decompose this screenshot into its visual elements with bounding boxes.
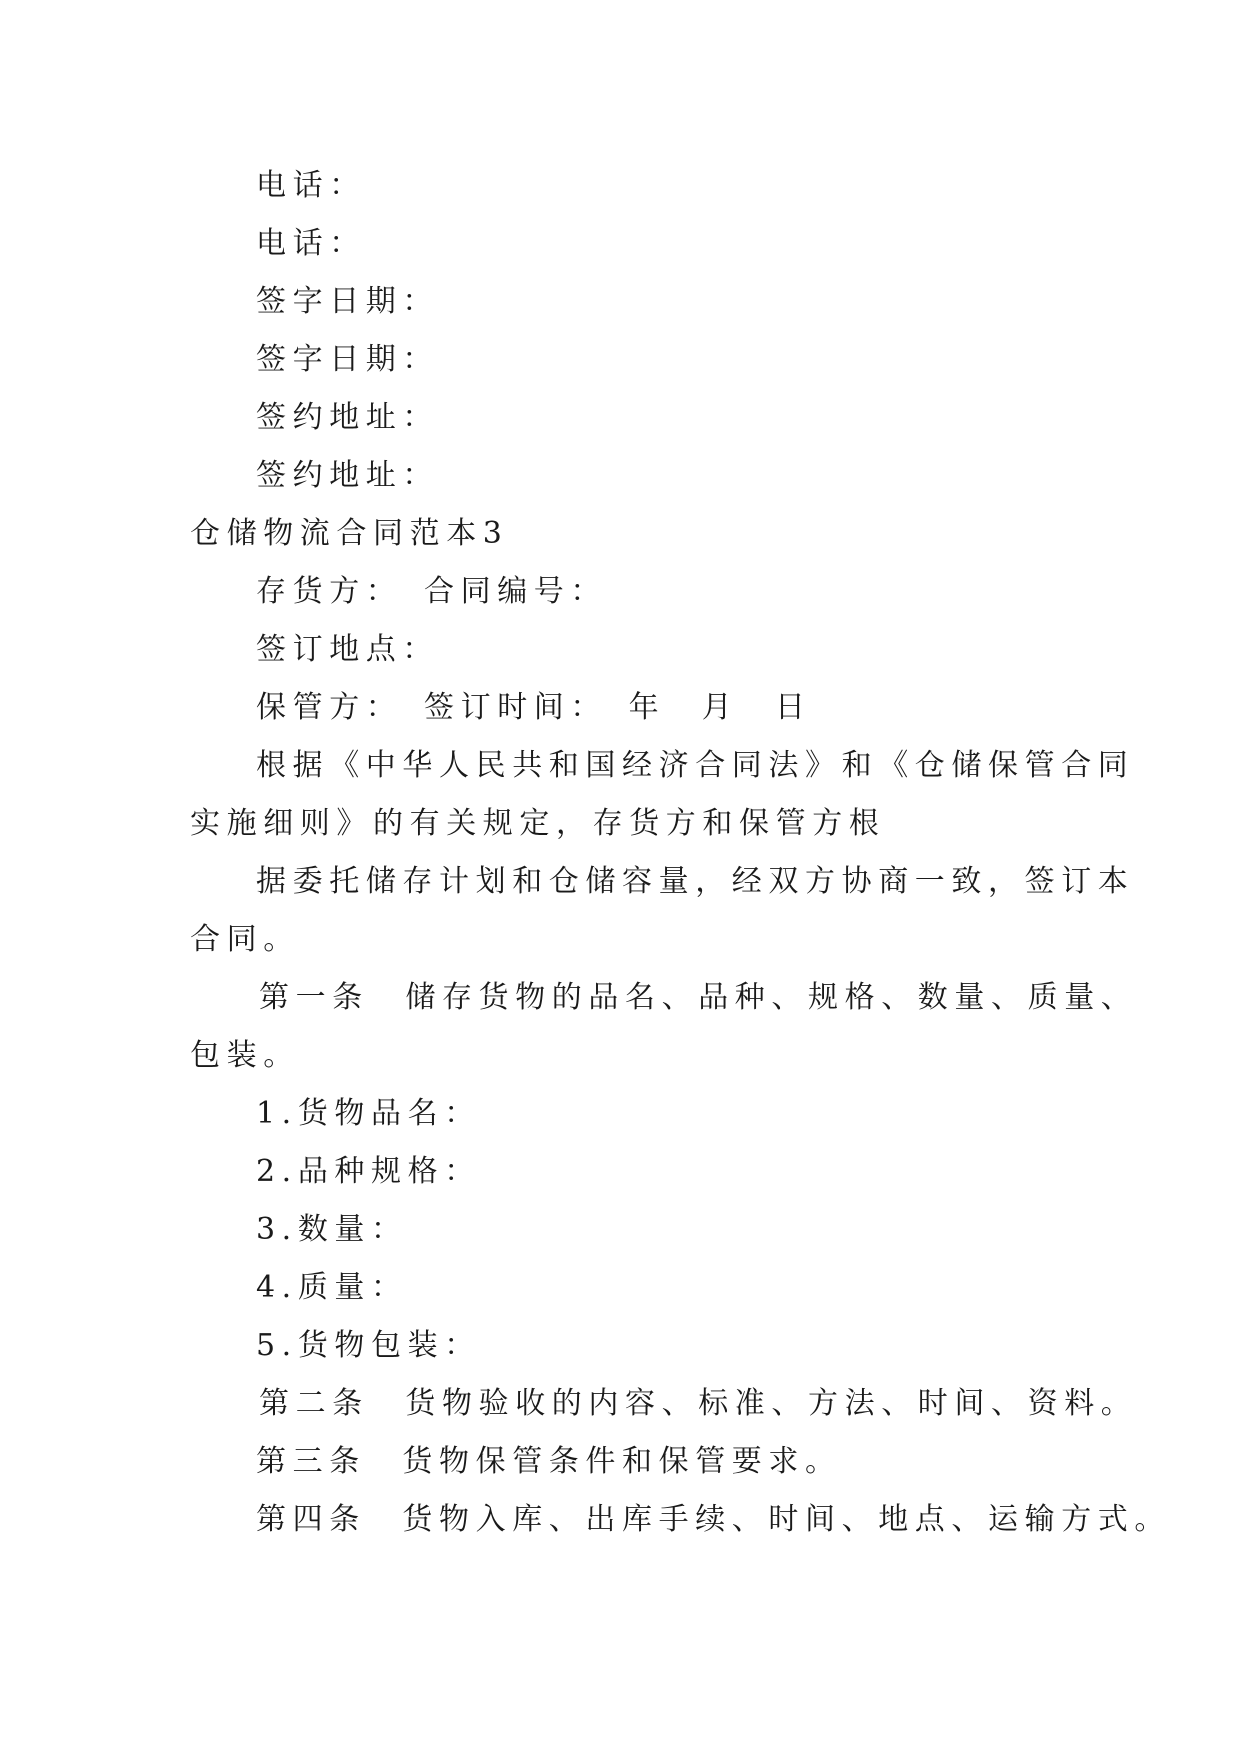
list-item: 3.数量： [256,1212,408,1247]
article-heading: 第一条 储存货物的品名、品种、规格、数量、质量、 [259,980,1138,1015]
party-field-line: 签订地点： [256,632,439,667]
sign-address-label: 签约地址： [256,400,439,435]
list-item: 5.货物包装： [256,1328,481,1363]
phone-label: 电话： [256,226,366,261]
list-item: 4.质量： [256,1270,408,1305]
sign-date-label: 签字日期： [256,342,439,377]
list-item: 2.品种规格： [256,1154,481,1189]
party-field-line: 保管方： 签订时间： 年 月 日 [256,690,812,725]
section-title: 仓储物流合同范本3 [190,516,509,551]
paragraph-line: 包装。 [190,1038,300,1073]
paragraph-line: 根据《中华人民共和国经济合同法》和《仓储保管合同 [256,748,1135,783]
list-item: 1.货物品名： [256,1096,481,1131]
article-heading: 第三条 货物保管条件和保管要求。 [256,1444,842,1479]
sign-date-label: 签字日期： [256,284,439,319]
article-heading: 第四条 货物入库、出库手续、时间、地点、运输方式。 [256,1502,1171,1537]
paragraph-line: 实施细则》的有关规定，存货方和保管方根 [190,806,886,841]
party-field-line: 存货方： 合同编号： [256,574,607,609]
sign-address-label: 签约地址： [256,458,439,493]
paragraph-line: 合同。 [190,922,300,957]
phone-label: 电话： [256,168,366,203]
paragraph-line: 据委托储存计划和仓储容量，经双方协商一致，签订本 [256,864,1135,899]
article-heading: 第二条 货物验收的内容、标准、方法、时间、资料。 [259,1386,1138,1421]
